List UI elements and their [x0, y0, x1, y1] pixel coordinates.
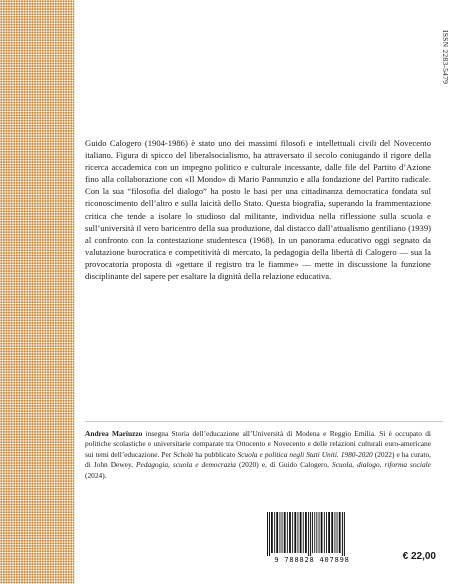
author-bio-text: (2020) e, di Guido Calogero,: [235, 460, 333, 470]
barcode-bar: [292, 512, 293, 553]
book-title-3: Scuola, dialogo, riforma sociale: [332, 460, 431, 470]
book-title-1: Scuola e politica negli Stati Uniti. 1980-2020: [237, 449, 373, 459]
section-divider: [85, 421, 443, 422]
barcode-guard-bar: [308, 512, 309, 556]
barcode-bar: [294, 512, 296, 553]
author-bio-text: insegna Storia dell’educazione all’Università di Modena e Reggio Emilia. Si è occupato di politiche scolastiche e universitarie comparate tra Ottocento e Novecento e delle relazioni culturali euro-americane sui temi dell’educazione. Per Scholé ha pubblicato: [85, 429, 431, 459]
barcode-bar: [284, 512, 286, 553]
barcode-bar: [316, 512, 317, 553]
barcode-bar: [328, 512, 330, 553]
barcode-bar: [305, 512, 307, 553]
stripe-edge: [74, 0, 75, 584]
barcode-bar: [331, 512, 333, 553]
author-bio-text: (2024).: [85, 470, 107, 480]
barcode-bar: [319, 512, 320, 553]
decorative-dotted-stripe: [0, 0, 74, 584]
author-bio: [85, 429, 431, 481]
barcode-guard-bar: [310, 512, 311, 556]
barcode-bar: [324, 512, 325, 553]
barcode-bar: [274, 512, 275, 553]
author-bio-text: (2022) e ha curato, di John Dewey,: [85, 449, 431, 470]
barcode-bar: [312, 512, 313, 553]
barcode-bars: [263, 512, 361, 556]
barcode-bar: [337, 512, 338, 553]
barcode-bar: [282, 512, 283, 553]
barcode-bar: [276, 512, 278, 553]
barcode-guard-bar: [267, 512, 268, 556]
price-label: € 22,00: [402, 551, 436, 562]
barcode-bar: [289, 512, 291, 553]
barcode-guard-bar: [344, 512, 345, 556]
barcode-bar: [287, 512, 288, 553]
isbn-number: 9 788828 407898: [274, 556, 350, 564]
barcode-bar: [280, 512, 281, 553]
issn-label: ISSN 2283-5479: [441, 30, 450, 85]
barcode-bar: [339, 512, 341, 553]
barcode-bar: [335, 512, 336, 553]
author-name: Andrea Mariuzzo: [85, 429, 143, 438]
barcode-guard-bar: [269, 512, 270, 556]
barcode-bar: [314, 512, 315, 553]
barcode-bar: [321, 512, 323, 553]
barcode-bar: [326, 512, 327, 553]
book-title-2: Pedagogia, scuola e democrazia: [136, 460, 236, 470]
barcode-bar: [298, 512, 299, 553]
barcode-guard-bar: [342, 512, 343, 556]
book-blurb: [85, 137, 431, 282]
barcode: [263, 512, 361, 564]
barcode-bar: [271, 512, 273, 553]
blurb-paragraph: Guido Calogero (1904-1986) è stato uno dei massimi filosofi e intellettuali civili del Novecento italiano. Figura di spicco del liberalsocialismo, ha attraversato il secolo coniugando il rigore della ricerca accademica con un impegno politico e culturale incessante, dalle file del Partito d’Azione fino alla collaborazione con «Il Mondo» di Mario Pannunzio e alla fondazione del Partito radicale. Con la sua “filosofia del dialogo” ha posto le basi per una cittadinanza democratica fondata sul riconoscimento dell’altro e sulla laicità dello Stato. Questa biografia, superando la frammentazione critica che tende a isolare lo studioso dal militante, individua nella riflessione sulla scuola e sull’università il vero baricentro della sua produzione, dal distacco dall’attualismo gentiliano (1939) al confronto con la contestazione studentesca (1968). In un panorama educativo oggi segnato da valutazione burocratica e competitività di mercato, la pedagogia della libertà di Calogero — sua la provocatoria proposta di «gettare il registro tra le fiamme» — mette in discussione la funzione disciplinante del sapere per esaltare la dignità della relazione educativa.: [85, 138, 431, 282]
barcode-bar: [303, 512, 304, 553]
barcode-bar: [300, 512, 302, 553]
